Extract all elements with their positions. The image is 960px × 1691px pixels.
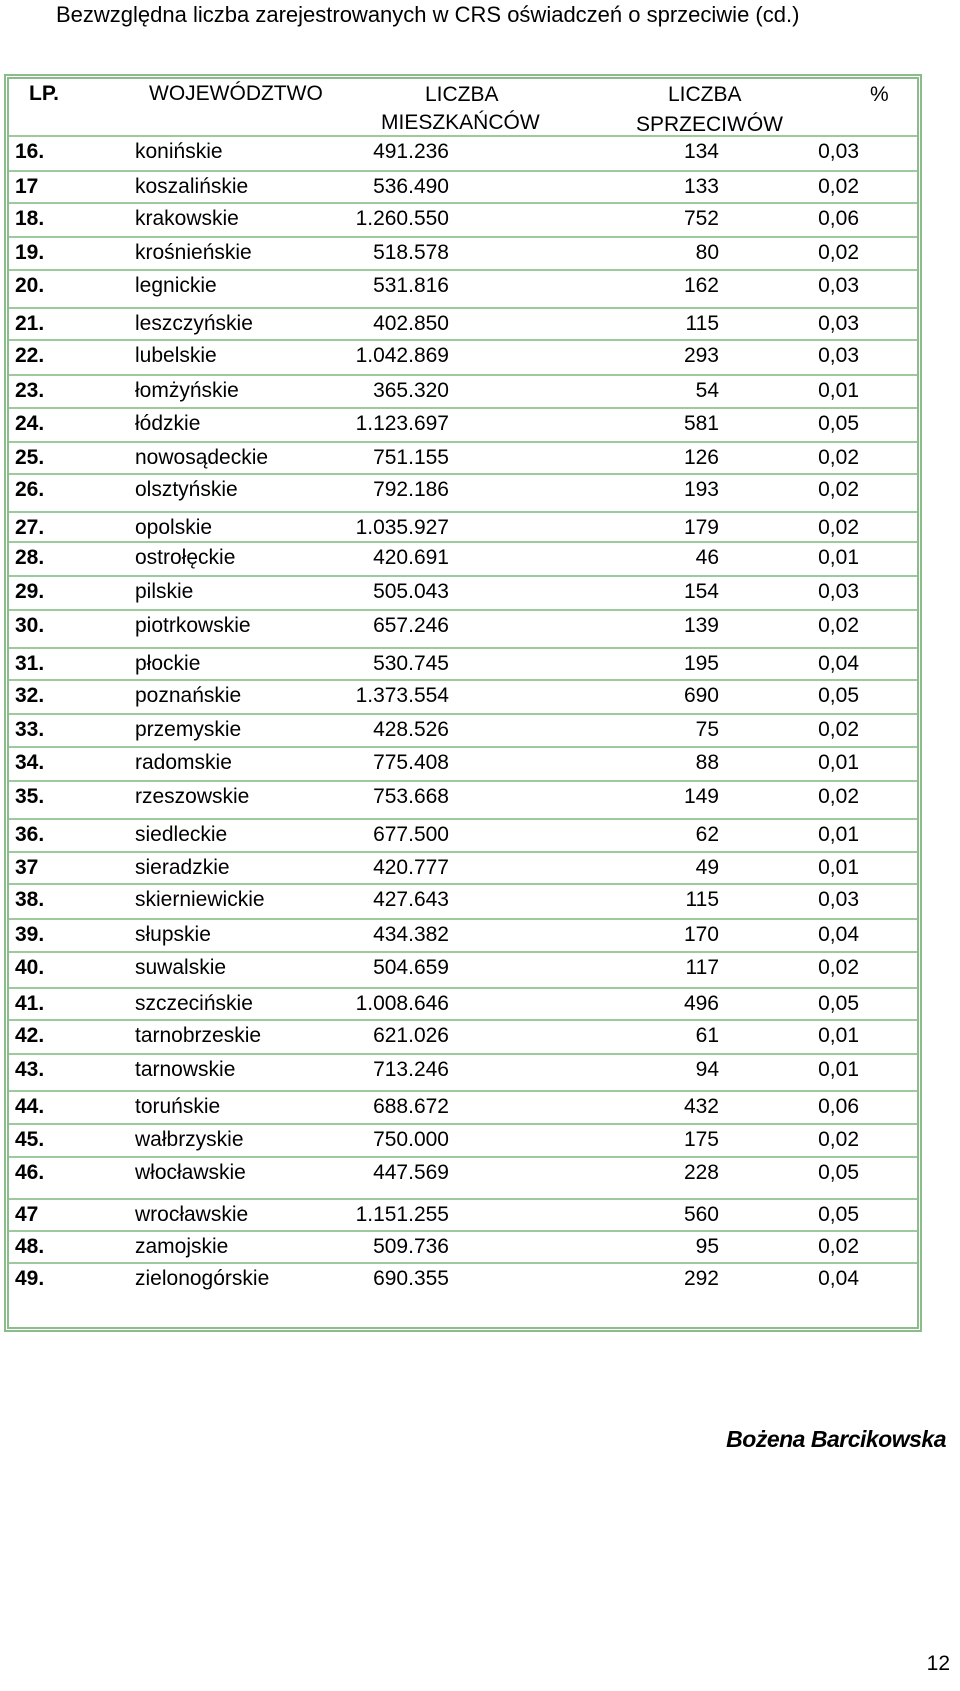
- cell-lp: 47: [15, 1203, 39, 1226]
- cell-sprzeciwow: 46: [695, 546, 719, 569]
- cell-sprzeciwow: 149: [683, 785, 719, 808]
- cell-sprzeciwow: 228: [683, 1161, 719, 1184]
- table-row: [9, 1156, 917, 1188]
- cell-mieszkancow: 753.668: [373, 785, 449, 808]
- cell-wojewodztwo: poznańskie: [135, 684, 242, 707]
- cell-wojewodztwo: legnickie: [135, 274, 217, 297]
- cell-procent: 0,01: [818, 1024, 859, 1047]
- cell-procent: 0,03: [818, 344, 859, 367]
- cell-sprzeciwow: 62: [695, 823, 719, 846]
- cell-sprzeciwow: 49: [695, 856, 719, 879]
- cell-procent: 0,05: [818, 1203, 859, 1226]
- cell-procent: 0,02: [818, 614, 859, 637]
- cell-lp: 48.: [15, 1235, 45, 1258]
- cell-lp: 35.: [15, 785, 45, 808]
- cell-sprzeciwow: 88: [695, 751, 719, 774]
- table-row: [9, 473, 917, 505]
- cell-lp: 46.: [15, 1161, 45, 1184]
- cell-lp: 21.: [15, 312, 45, 335]
- cell-lp: 20.: [15, 274, 45, 297]
- cell-lp: 34.: [15, 751, 45, 774]
- cell-mieszkancow: 775.408: [373, 751, 449, 774]
- cell-wojewodztwo: nowosądeckie: [135, 446, 269, 469]
- cell-procent: 0,05: [818, 684, 859, 707]
- cell-lp: 39.: [15, 923, 45, 946]
- cell-lp: 24.: [15, 412, 45, 435]
- cell-mieszkancow: 1.123.697: [355, 412, 449, 435]
- cell-sprzeciwow: 117: [685, 956, 719, 979]
- cell-mieszkancow: 402.850: [373, 312, 449, 335]
- cell-mieszkancow: 792.186: [373, 478, 449, 501]
- cell-procent: 0,02: [818, 446, 859, 469]
- cell-mieszkancow: 428.526: [373, 718, 449, 741]
- cell-procent: 0,06: [818, 207, 859, 230]
- cell-wojewodztwo: lubelskie: [135, 344, 217, 367]
- cell-sprzeciwow: 54: [695, 379, 719, 402]
- cell-lp: 33.: [15, 718, 45, 741]
- table-row: [9, 987, 917, 1019]
- cell-sprzeciwow: 75: [695, 718, 719, 741]
- cell-procent: 0,05: [818, 992, 859, 1015]
- cell-sprzeciwow: 94: [695, 1058, 719, 1081]
- cell-sprzeciwow: 175: [683, 1128, 719, 1151]
- cell-wojewodztwo: płockie: [135, 652, 201, 675]
- table-row: [9, 236, 917, 268]
- cell-sprzeciwow: 139: [683, 614, 719, 637]
- cell-mieszkancow: 365.320: [373, 379, 449, 402]
- cell-lp: 25.: [15, 446, 45, 469]
- cell-mieszkancow: 536.490: [373, 175, 449, 198]
- cell-mieszkancow: 447.569: [373, 1161, 449, 1184]
- cell-wojewodztwo: radomskie: [135, 751, 232, 774]
- cell-procent: 0,02: [818, 1128, 859, 1151]
- header-wojewodztwo: WOJEWÓDZTWO: [149, 82, 323, 105]
- cell-mieszkancow: 434.382: [373, 923, 449, 946]
- table-row: [9, 713, 917, 745]
- header-liczba-sprzeciwow-1: LICZBA: [668, 83, 742, 106]
- table-row: [9, 575, 917, 607]
- cell-lp: 36.: [15, 823, 45, 846]
- cell-sprzeciwow: 195: [683, 652, 719, 675]
- header-liczba-mieszkancow-1: LICZBA: [425, 83, 499, 106]
- cell-lp: 30.: [15, 614, 45, 637]
- cell-wojewodztwo: leszczyńskie: [135, 312, 253, 335]
- table-row: [9, 1262, 917, 1294]
- cell-mieszkancow: 751.155: [373, 446, 449, 469]
- cell-mieszkancow: 690.355: [373, 1267, 449, 1290]
- cell-wojewodztwo: łódzkie: [135, 412, 201, 435]
- table-row: [9, 679, 917, 711]
- cell-mieszkancow: 420.691: [373, 546, 449, 569]
- cell-sprzeciwow: 134: [683, 140, 719, 163]
- cell-lp: 44.: [15, 1095, 45, 1118]
- header-percent: %: [870, 83, 889, 106]
- cell-procent: 0,04: [818, 1267, 859, 1290]
- table-row: [9, 647, 917, 679]
- cell-procent: 0,02: [818, 241, 859, 264]
- cell-mieszkancow: 688.672: [373, 1095, 449, 1118]
- cell-mieszkancow: 1.373.554: [355, 684, 449, 707]
- cell-wojewodztwo: konińskie: [135, 140, 223, 163]
- cell-sprzeciwow: 61: [695, 1024, 719, 1047]
- cell-sprzeciwow: 193: [683, 478, 719, 501]
- table-row: [9, 851, 917, 883]
- page-title: Bezwzględna liczba zarejestrowanych w CRS oświadczeń o sprzeciwie (cd.): [56, 2, 800, 27]
- cell-lp: 19.: [15, 241, 45, 264]
- table-row: [9, 746, 917, 778]
- header-liczba-mieszkancow-2: MIESZKAŃCÓW: [381, 111, 540, 134]
- cell-procent: 0,01: [818, 379, 859, 402]
- cell-procent: 0,01: [818, 1058, 859, 1081]
- cell-sprzeciwow: 80: [695, 241, 719, 264]
- table-row: [9, 1123, 917, 1155]
- cell-lp: 31.: [15, 652, 45, 675]
- cell-mieszkancow: 505.043: [373, 580, 449, 603]
- cell-wojewodztwo: olsztyńskie: [135, 478, 238, 501]
- table-row: [9, 511, 917, 543]
- signature: Bożena Barcikowska: [726, 1426, 946, 1452]
- cell-wojewodztwo: suwalskie: [135, 956, 227, 979]
- cell-mieszkancow: 621.026: [373, 1024, 449, 1047]
- cell-mieszkancow: 518.578: [373, 241, 449, 264]
- cell-procent: 0,02: [818, 718, 859, 741]
- cell-lp: 26.: [15, 478, 45, 501]
- cell-wojewodztwo: łomżyńskie: [135, 379, 239, 402]
- cell-procent: 0,03: [818, 888, 859, 911]
- cell-procent: 0,05: [818, 1161, 859, 1184]
- cell-procent: 0,03: [818, 140, 859, 163]
- cell-procent: 0,03: [818, 580, 859, 603]
- cell-mieszkancow: 677.500: [373, 823, 449, 846]
- cell-wojewodztwo: siedleckie: [135, 823, 228, 846]
- table-row: [9, 135, 917, 167]
- cell-procent: 0,02: [818, 516, 859, 539]
- cell-wojewodztwo: szczecińskie: [135, 992, 253, 1015]
- cell-lp: 45.: [15, 1128, 45, 1151]
- cell-sprzeciwow: 133: [683, 175, 719, 198]
- cell-wojewodztwo: krakowskie: [135, 207, 239, 230]
- cell-sprzeciwow: 179: [683, 516, 719, 539]
- cell-mieszkancow: 1.042.869: [355, 344, 449, 367]
- cell-procent: 0,04: [818, 923, 859, 946]
- cell-wojewodztwo: słupskie: [135, 923, 211, 946]
- cell-sprzeciwow: 95: [695, 1235, 719, 1258]
- cell-mieszkancow: 713.246: [373, 1058, 449, 1081]
- cell-sprzeciwow: 432: [683, 1095, 719, 1118]
- cell-wojewodztwo: włocławskie: [135, 1161, 246, 1184]
- cell-lp: 17: [15, 175, 39, 198]
- table-row: [9, 780, 917, 812]
- cell-procent: 0,01: [818, 823, 859, 846]
- cell-wojewodztwo: opolskie: [135, 516, 213, 539]
- cell-wojewodztwo: skierniewickie: [135, 888, 265, 911]
- cell-mieszkancow: 509.736: [373, 1235, 449, 1258]
- table-row: [9, 883, 917, 915]
- table-row: [9, 374, 917, 406]
- cell-procent: 0,02: [818, 956, 859, 979]
- cell-lp: 43.: [15, 1058, 45, 1081]
- cell-procent: 0,05: [818, 412, 859, 435]
- cell-sprzeciwow: 560: [683, 1203, 719, 1226]
- table-row: [9, 918, 917, 950]
- cell-procent: 0,01: [818, 856, 859, 879]
- cell-lp: 40.: [15, 956, 45, 979]
- cell-wojewodztwo: tarnobrzeskie: [135, 1024, 262, 1047]
- table-row: [9, 541, 917, 573]
- header-lp: LP.: [29, 82, 59, 105]
- table-row: [9, 951, 917, 983]
- cell-wojewodztwo: piotrkowskie: [135, 614, 251, 637]
- cell-wojewodztwo: pilskie: [135, 580, 194, 603]
- cell-wojewodztwo: rzeszowskie: [135, 785, 250, 808]
- cell-lp: 41.: [15, 992, 45, 1015]
- cell-wojewodztwo: wrocławskie: [135, 1203, 249, 1226]
- cell-wojewodztwo: tarnowskie: [135, 1058, 236, 1081]
- table-row: [9, 170, 917, 202]
- table-row: [9, 307, 917, 339]
- cell-mieszkancow: 530.745: [373, 652, 449, 675]
- cell-procent: 0,06: [818, 1095, 859, 1118]
- cell-sprzeciwow: 690: [683, 684, 719, 707]
- cell-procent: 0,01: [818, 751, 859, 774]
- cell-wojewodztwo: wałbrzyskie: [135, 1128, 244, 1151]
- table-row: [9, 818, 917, 850]
- cell-wojewodztwo: zielonogórskie: [135, 1267, 270, 1290]
- cell-wojewodztwo: sieradzkie: [135, 856, 230, 879]
- cell-lp: 22.: [15, 344, 45, 367]
- cell-sprzeciwow: 292: [683, 1267, 719, 1290]
- table-row: [9, 407, 917, 439]
- cell-sprzeciwow: 581: [683, 412, 719, 435]
- cell-procent: 0,02: [818, 175, 859, 198]
- cell-sprzeciwow: 293: [683, 344, 719, 367]
- cell-sprzeciwow: 496: [683, 992, 719, 1015]
- header-liczba-sprzeciwow-2: SPRZECIWÓW: [636, 113, 783, 136]
- cell-sprzeciwow: 752: [683, 207, 719, 230]
- cell-sprzeciwow: 115: [685, 888, 719, 911]
- cell-lp: 32.: [15, 684, 45, 707]
- table-row: [9, 269, 917, 301]
- cell-procent: 0,03: [818, 274, 859, 297]
- cell-sprzeciwow: 126: [683, 446, 719, 469]
- cell-procent: 0,02: [818, 1235, 859, 1258]
- table-row: [9, 1019, 917, 1051]
- cell-mieszkancow: 1.035.927: [355, 516, 449, 539]
- cell-lp: 29.: [15, 580, 45, 603]
- cell-wojewodztwo: ostrołęckie: [135, 546, 236, 569]
- cell-wojewodztwo: przemyskie: [135, 718, 242, 741]
- cell-wojewodztwo: koszalińskie: [135, 175, 249, 198]
- cell-lp: 16.: [15, 140, 45, 163]
- cell-lp: 38.: [15, 888, 45, 911]
- cell-lp: 18.: [15, 207, 45, 230]
- table-row: [9, 1230, 917, 1262]
- cell-mieszkancow: 750.000: [373, 1128, 449, 1151]
- cell-procent: 0,03: [818, 312, 859, 335]
- cell-wojewodztwo: krośnieńskie: [135, 241, 252, 264]
- cell-lp: 27.: [15, 516, 45, 539]
- cell-lp: 23.: [15, 379, 45, 402]
- cell-lp: 37: [15, 856, 39, 879]
- table-row: [9, 441, 917, 473]
- page-number: 12: [926, 1652, 950, 1675]
- cell-mieszkancow: 657.246: [373, 614, 449, 637]
- cell-sprzeciwow: 154: [683, 580, 719, 603]
- cell-mieszkancow: 1.151.255: [355, 1203, 449, 1226]
- cell-mieszkancow: 504.659: [373, 956, 449, 979]
- table-row: [9, 1198, 917, 1230]
- cell-procent: 0,04: [818, 652, 859, 675]
- cell-lp: 28.: [15, 546, 45, 569]
- table-row: [9, 1053, 917, 1085]
- data-table: [4, 74, 922, 1332]
- cell-sprzeciwow: 115: [685, 312, 719, 335]
- cell-sprzeciwow: 170: [683, 923, 719, 946]
- cell-lp: 42.: [15, 1024, 45, 1047]
- cell-mieszkancow: 427.643: [373, 888, 449, 911]
- cell-mieszkancow: 1.260.550: [355, 207, 449, 230]
- table-row: [9, 339, 917, 371]
- cell-wojewodztwo: zamojskie: [135, 1235, 229, 1258]
- cell-mieszkancow: 420.777: [373, 856, 449, 879]
- table-row: [9, 1090, 917, 1122]
- cell-mieszkancow: 531.816: [373, 274, 449, 297]
- cell-procent: 0,02: [818, 478, 859, 501]
- table-row: [9, 609, 917, 641]
- cell-mieszkancow: 491.236: [373, 140, 449, 163]
- table-row: [9, 202, 917, 234]
- cell-procent: 0,01: [818, 546, 859, 569]
- cell-wojewodztwo: toruńskie: [135, 1095, 221, 1118]
- cell-mieszkancow: 1.008.646: [355, 992, 449, 1015]
- cell-lp: 49.: [15, 1267, 45, 1290]
- cell-sprzeciwow: 162: [683, 274, 719, 297]
- cell-procent: 0,02: [818, 785, 859, 808]
